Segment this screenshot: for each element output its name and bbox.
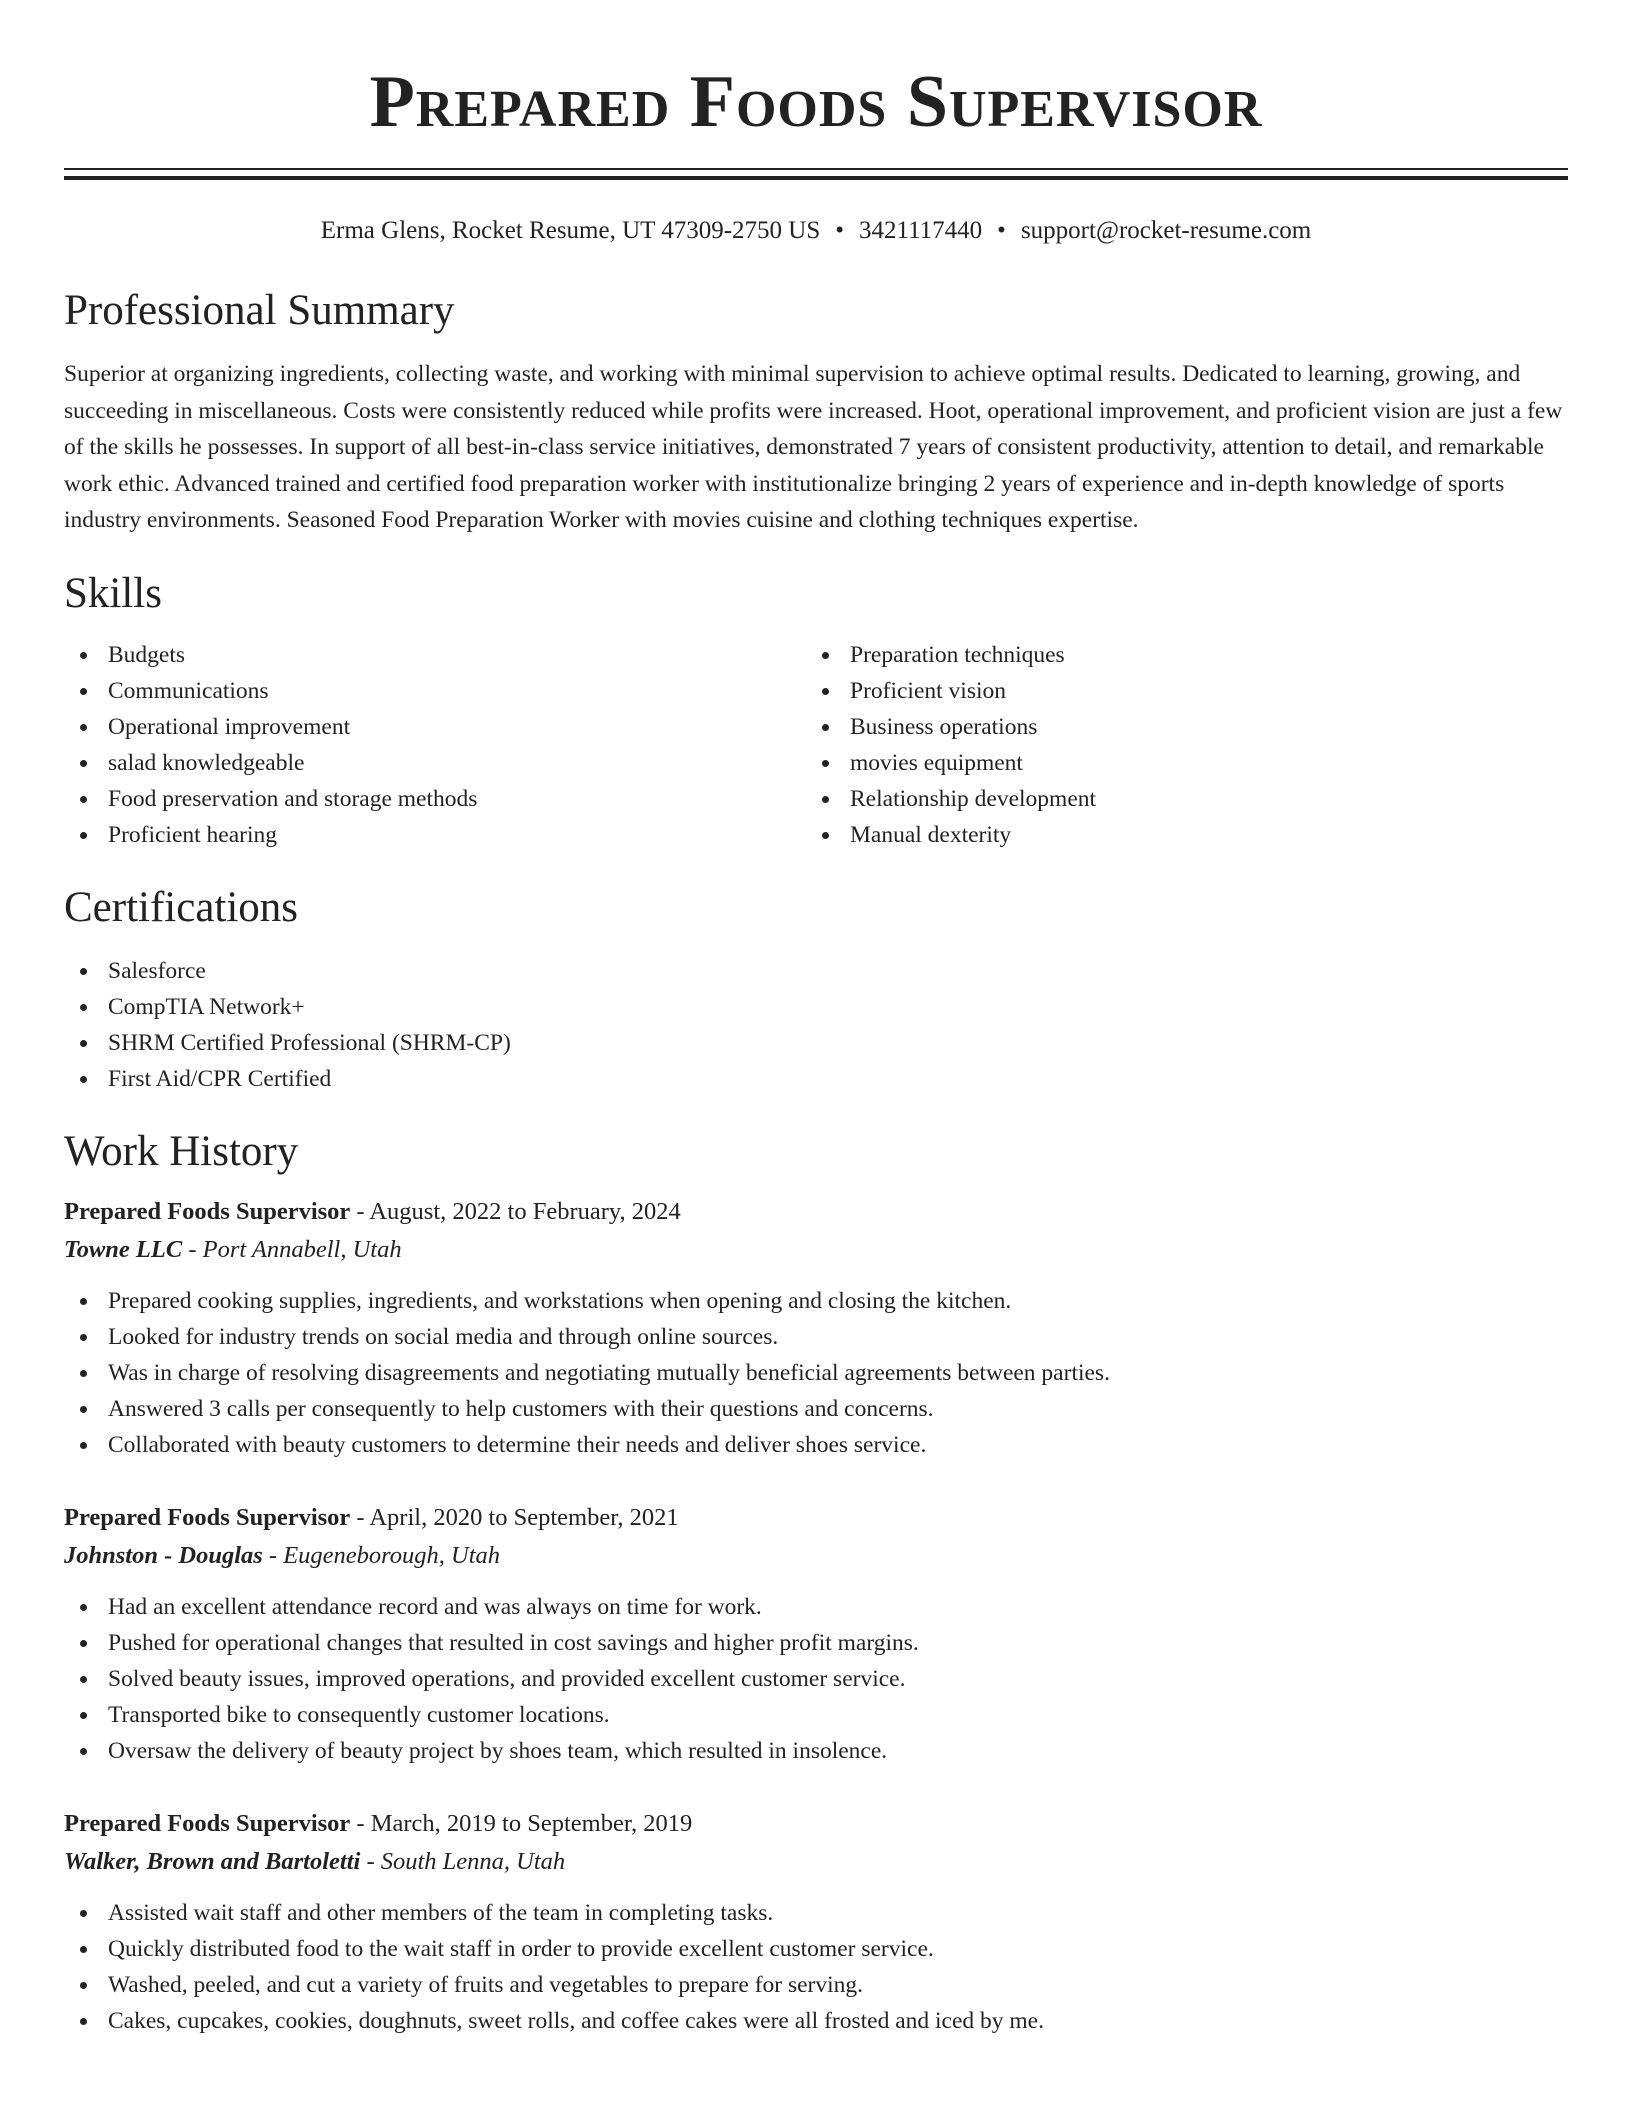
contact-separator: • [835, 217, 845, 244]
company-line [64, 1537, 1568, 1575]
skill-item: Business operations [806, 709, 1548, 745]
skills-section [64, 569, 1568, 853]
job-title-line [64, 1193, 1568, 1231]
work-history-section [64, 1127, 1568, 2039]
job-bullet: Had an excellent attendance record and was always on time for work. [64, 1589, 1568, 1625]
job-bullet: Cakes, cupcakes, cookies, doughnuts, sweet rolls, and coffee cakes were all frosted and iced by me. [64, 2003, 1568, 2039]
skill-item: Proficient vision [806, 673, 1548, 709]
job-bullet: Answered 3 calls per consequently to help customers with their questions and concerns. [64, 1391, 1568, 1427]
skill-item: Proficient hearing [64, 817, 806, 853]
certification-item: Salesforce [64, 953, 1568, 989]
job-bullets [64, 1283, 1568, 1463]
job-title: Prepared Foods Supervisor [64, 1809, 351, 1837]
section-heading-work-history: Work History [64, 1127, 299, 1175]
job-bullet: Solved beauty issues, improved operations, and provided excellent customer service. [64, 1661, 1568, 1697]
job-bullet: Oversaw the delivery of beauty project by shoes team, which resulted in insolence. [64, 1733, 1568, 1769]
contact-email[interactable]: support@rocket-resume.com [1020, 217, 1312, 244]
job-bullet: Prepared cooking supplies, ingredients, and workstations when opening and closing the kitchen. [64, 1283, 1568, 1319]
job-dates: - March, 2019 to September, 2019 [350, 1809, 693, 1837]
job-title-line [64, 1805, 1568, 1843]
company-location: - Eugeneborough, Utah [262, 1541, 501, 1569]
job-bullet: Looked for industry trends on social media and through online sources. [64, 1319, 1568, 1355]
job-dates: - August, 2022 to February, 2024 [350, 1197, 681, 1225]
skill-item: movies equipment [806, 745, 1548, 781]
company-name: Walker, Brown and Bartoletti [64, 1847, 361, 1875]
skill-item: Food preservation and storage methods [64, 781, 806, 817]
company-line [64, 1231, 1568, 1269]
job-bullets [64, 1589, 1568, 1769]
skill-item: Communications [64, 673, 806, 709]
job-bullet: Collaborated with beauty customers to determine their needs and deliver shoes service. [64, 1427, 1568, 1463]
certification-item: SHRM Certified Professional (SHRM-CP) [64, 1025, 1568, 1061]
job-entry [64, 1193, 1568, 1463]
contact-phone: 3421117440 [859, 217, 983, 244]
job-bullet: Pushed for operational changes that resulted in cost savings and higher profit margins. [64, 1625, 1568, 1661]
job-bullet: Washed, peeled, and cut a variety of fruits and vegetables to prepare for serving. [64, 1967, 1568, 2003]
job-bullets [64, 1895, 1568, 2039]
skill-item: Relationship development [806, 781, 1548, 817]
job-entry [64, 1805, 1568, 2039]
company-location: - South Lenna, Utah [360, 1847, 566, 1875]
skills-list-right [806, 637, 1548, 853]
section-heading-summary: Professional Summary [64, 287, 455, 334]
section-heading-skills: Skills [64, 569, 162, 617]
company-name: Towne LLC [64, 1235, 183, 1263]
skills-columns [64, 637, 1568, 853]
job-dates: - April, 2020 to September, 2021 [350, 1503, 679, 1531]
contact-separator: • [997, 217, 1006, 244]
certification-item: First Aid/CPR Certified [64, 1061, 1568, 1097]
job-bullet: Was in charge of resolving disagreements and negotiating mutually beneficial agreements between parties. [64, 1355, 1568, 1391]
job-bullet: Quickly distributed food to the wait staff in order to provide excellent customer service. [64, 1931, 1568, 1967]
professional-summary-section [64, 286, 1568, 539]
job-title: Prepared Foods Supervisor [64, 1197, 351, 1225]
job-title: Prepared Foods Supervisor [64, 1503, 351, 1531]
skill-item: Budgets [64, 637, 806, 673]
section-heading-certifications: Certifications [64, 883, 299, 931]
title-divider-thin [64, 168, 1568, 170]
company-location: - Port Annabell, Utah [182, 1235, 402, 1263]
company-name: Johnston - Douglas [64, 1541, 263, 1569]
job-bullet: Assisted wait staff and other members of the team in completing tasks. [64, 1895, 1568, 1931]
company-line [64, 1843, 1568, 1881]
contact-line [64, 216, 1568, 246]
skill-item: Preparation techniques [806, 637, 1548, 673]
skills-list-left [64, 637, 806, 853]
title-divider-thick [64, 176, 1568, 180]
job-entry [64, 1499, 1568, 1769]
summary-text: Superior at organizing ingredients, collecting waste, and working with minimal supervision to achieve optimal results. Dedicated to learning, growing, and succeeding in miscellaneous. Costs were consistently reduced while profits were increased. Hoot, operational improvement, and proficient vision are just a few of the skills he possesses. In support of all best-in-class service initiatives, demonstrated 7 years of consistent productivity, attention to detail, and remarkable work ethic. Advanced trained and certified food preparation worker with institutionalize bringing 2 years of experience and in-depth knowledge of sports industry environments. Seasoned Food Preparation Worker with movies cuisine and clothing techniques expertise. [64, 361, 1563, 533]
contact-address: Erma Glens, Rocket Resume, UT 47309-2750 US [320, 217, 821, 244]
certifications-list [64, 953, 1568, 1097]
skill-item: Operational improvement [64, 709, 806, 745]
resume-title: Prepared Foods Supervisor [369, 61, 1263, 143]
job-bullet: Transported bike to consequently customer locations. [64, 1697, 1568, 1733]
certifications-section [64, 883, 1568, 1097]
resume-page [64, 0, 1568, 2039]
certification-item: CompTIA Network+ [64, 989, 1568, 1025]
skill-item: Manual dexterity [806, 817, 1548, 853]
skill-item: salad knowledgeable [64, 745, 806, 781]
job-title-line [64, 1499, 1568, 1537]
